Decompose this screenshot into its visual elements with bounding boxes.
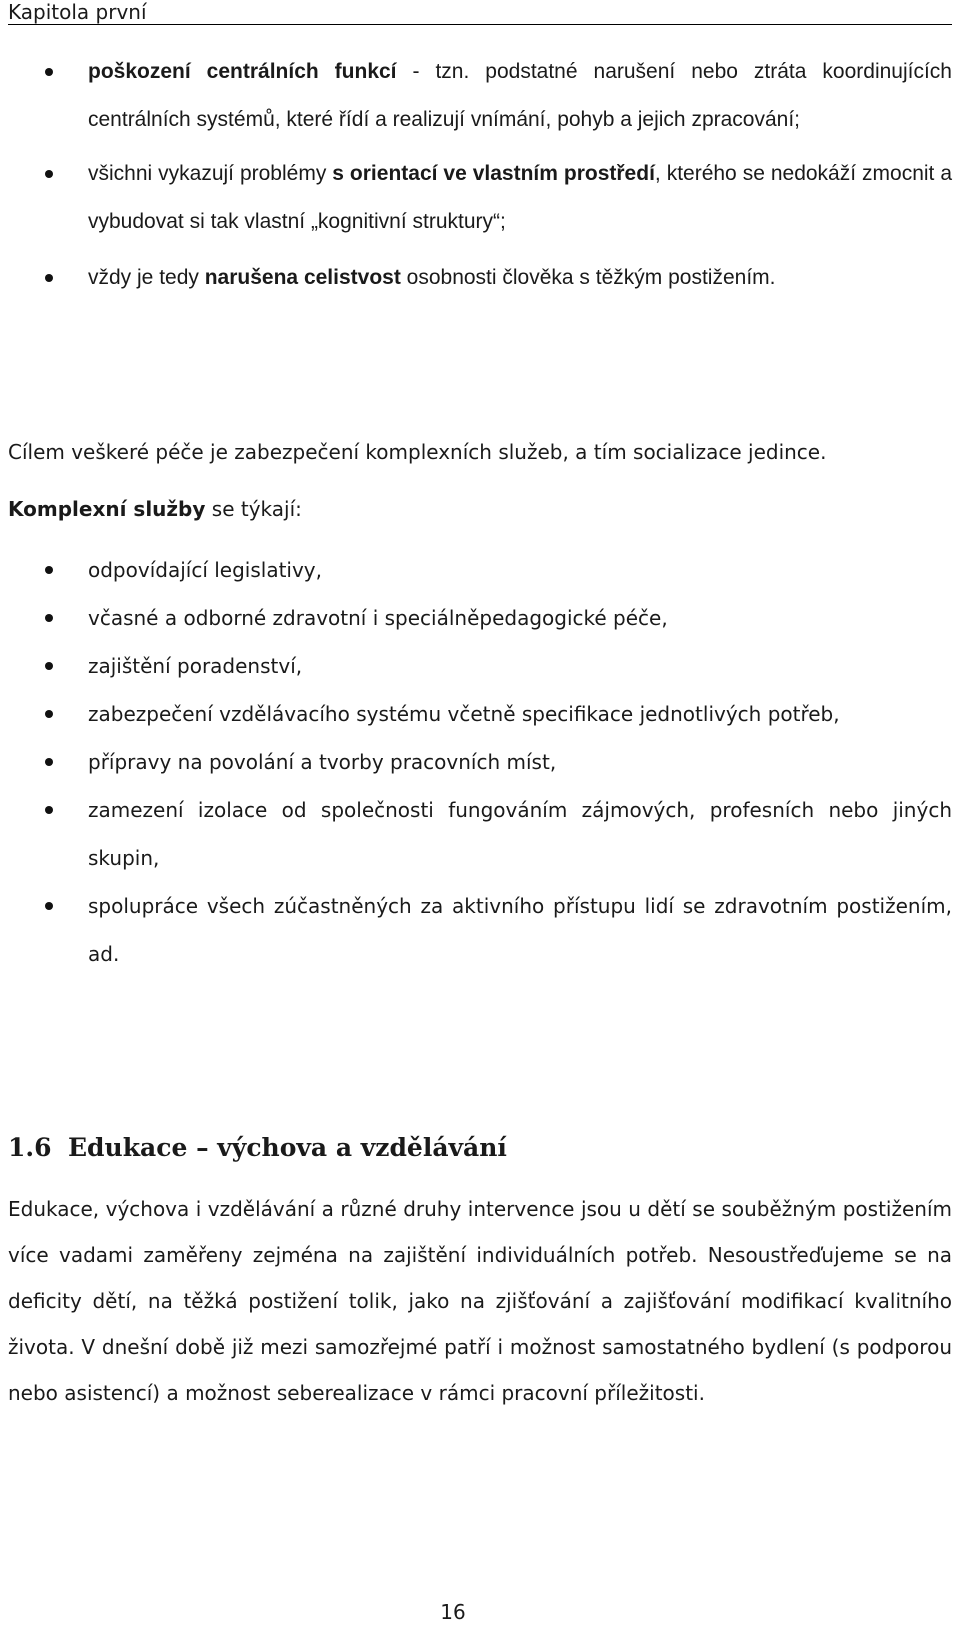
bullet-icon xyxy=(45,710,53,718)
bullet-icon xyxy=(45,170,53,178)
running-head: Kapitola první xyxy=(8,0,952,25)
bullet-icon xyxy=(45,806,53,814)
services-intro-text: se týkají: xyxy=(205,497,302,521)
page-number: 16 xyxy=(440,1600,466,1624)
list-item xyxy=(0,738,952,786)
list-item-text: přípravy na povolání a tvorby pracovních míst, xyxy=(88,750,557,774)
section-number: 1.6 xyxy=(8,1133,52,1162)
list-item-text: spolupráce všech zúčastněných za aktivního přístupu lidí se zdravotním postižením, ad. xyxy=(88,894,952,966)
list-item xyxy=(0,642,952,690)
list-item-text: , kterého se nedokáží zmocnit a vybudovat si tak vlastní „kognitivní struktury“; xyxy=(88,162,953,233)
list-item xyxy=(0,882,952,978)
list-item xyxy=(0,254,952,302)
list-item-bold: poškození centrálních funkcí xyxy=(88,60,397,83)
services-list xyxy=(0,546,952,978)
list-item-text: všichni vykazují problémy xyxy=(88,162,333,185)
list-item xyxy=(0,786,952,882)
list-item xyxy=(0,48,952,144)
list-item xyxy=(0,594,952,642)
list-item-text: - tzn. podstatné narušení nebo ztráta koordinujících centrálních systémů, které řídí a realizují vnímání, pohyb a jejich zpracování; xyxy=(88,60,952,131)
list-item-bold: s orientací ve vlastním prostředí xyxy=(332,162,655,185)
bullet-icon xyxy=(45,274,53,282)
section-heading xyxy=(8,1128,507,1168)
impairment-list xyxy=(0,48,952,302)
list-item-text: odpovídající legislativy, xyxy=(88,558,323,582)
list-item-text: osobnosti člověka s těžkým postižením. xyxy=(400,266,776,289)
bullet-icon xyxy=(45,68,53,76)
list-item-text: zabezpečení vzdělávacího systému včetně specifikace jednotlivých potřeb, xyxy=(88,702,840,726)
bullet-icon xyxy=(45,662,53,670)
services-intro-bold: Komplexní služby xyxy=(8,497,206,521)
list-item xyxy=(0,690,952,738)
list-item-text: vždy je tedy xyxy=(88,266,205,289)
bullet-icon xyxy=(45,614,53,622)
section-title: Edukace – výchova a vzdělávání xyxy=(68,1133,507,1162)
bullet-icon xyxy=(45,566,53,574)
bullet-icon xyxy=(45,758,53,766)
services-intro xyxy=(8,494,948,524)
section-body: Edukace, výchova i vzdělávání a různé druhy intervence jsou u dětí se souběžným postižením více vadami zaměřeny zejména na zajištění individuálních potřeb. Nesoustřeďujeme se na deficity dětí, na těžká postižení tolik, jako na zjišťování a zajišťování modifikací kvalitního života. V dnešní době již mezi samozřejmé patří i možnost samostatného bydlení (s podporou nebo asistencí) a možnost seberealizace v rámci pracovní příležitosti. xyxy=(8,1197,952,1405)
list-item-bold: narušena celistvost xyxy=(204,266,401,289)
list-item xyxy=(0,546,952,594)
list-item xyxy=(0,150,952,246)
list-item-text: včasné a odborné zdravotní i speciálněpedagogické péče, xyxy=(88,606,668,630)
list-item-text: zamezení izolace od společnosti fungováním zájmových, profesních nebo jiných skupin, xyxy=(88,798,952,870)
list-item-text: zajištění poradenství, xyxy=(88,654,303,678)
aim-sentence: Cílem veškeré péče je zabezpečení komplexních služeb, a tím socializace jedince. xyxy=(8,440,827,464)
bullet-icon xyxy=(45,902,53,910)
